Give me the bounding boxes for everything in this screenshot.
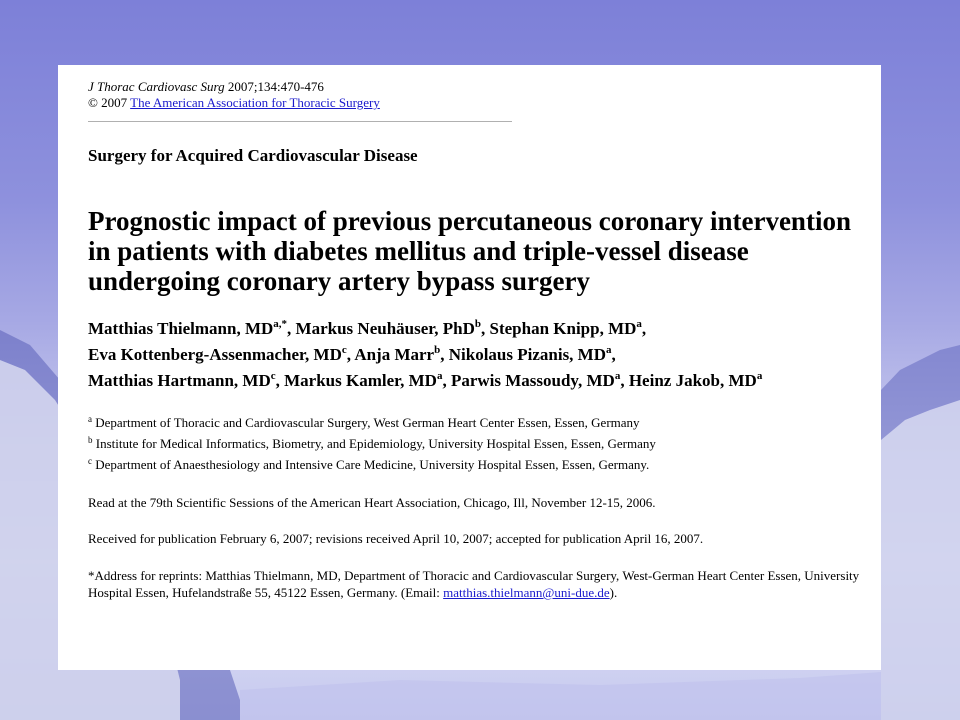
affiliation-key: c [88,456,92,466]
section-heading: Surgery for Acquired Cardiovascular Disease [88,146,418,165]
copyright-line [88,95,881,111]
author-name: Stephan Knipp, MD [489,319,637,338]
author-line [88,342,881,368]
author-separator: , [641,319,647,338]
author-name: Eva Kottenberg-Assenmacher, MD [88,345,342,364]
author-affiliation-marker: a [756,370,763,382]
address-suffix: ). [609,585,618,600]
journal-name: J Thorac Cardiovasc Surg [88,79,225,94]
author-name: Matthias Thielmann, MD [88,319,274,338]
author-separator: , [346,345,355,364]
affiliation-key: b [88,435,93,445]
author-affiliation-marker: c [341,344,347,356]
author-affiliation-marker: c [270,370,276,382]
author-separator: , [481,319,490,338]
author-name: Markus Neuhäuser, PhD [295,319,475,338]
header-divider [88,121,512,122]
author-name: Nikolaus Pizanis, MD [448,345,607,364]
author-list [88,316,881,394]
author-name: Markus Kamler, MD [284,371,437,390]
affiliation-text: Department of Anaesthesiology and Intensive Care Medicine, University Hospital Essen, Essen, Germany. [95,457,650,472]
author-affiliation-marker: b [474,318,481,330]
author-affiliation-marker: a,* [273,318,288,330]
author-separator: , [620,371,629,390]
affiliation-item [88,454,881,475]
author-name: Heinz Jakob, MD [628,371,757,390]
publication-dates: Received for publication February 6, 2007; revisions received April 10, 2007; accepted for publication April 16, 2007. [88,531,704,546]
affiliation-item [88,433,881,454]
affiliation-text: Department of Thoracic and Cardiovascular Surgery, West German Heart Center Essen, Essen, Germany [95,415,640,430]
address-text: Address for reprints: Matthias Thielmann, MD, Department of Thoracic and Cardiovascular Surgery, West-German Heart Center Essen, University Hospital Essen, Hufelandstraße 55, 45122 Essen, Germany. (Email: [88,568,860,600]
author-separator: , [440,345,449,364]
affiliation-item [88,412,881,433]
author-separator: , [275,371,285,390]
article-title: Prognostic impact of previous percutaneous coronary intervention in patients with diabetes mellitus and triple-vessel disease undergoing coronary artery bypass surgery [88,206,851,296]
asterisk-marker: * [88,568,95,583]
author-affiliation-marker: a [614,370,621,382]
author-affiliation-marker: a [606,344,612,356]
journal-citation [88,79,881,95]
author-separator: , [611,345,616,364]
author-affiliation-marker: a [636,318,642,330]
author-name: Matthias Hartmann, MD [88,371,271,390]
author-separator: , [442,371,451,390]
copyright-year: © 2007 [88,95,128,110]
affiliation-list [88,412,881,475]
presentation-note: Read at the 79th Scientific Sessions of the American Heart Association, Chicago, Ill, November 12-15, 2006. [88,495,656,510]
article-page [58,65,881,670]
author-name: Parwis Massoudy, MD [450,371,615,390]
author-line [88,368,881,394]
author-affiliation-marker: b [434,344,441,356]
publisher-link[interactable]: The American Association for Thoracic Surgery [130,95,380,110]
author-separator: , [287,319,296,338]
citation-details: 2007;134:470-476 [227,79,324,94]
email-link[interactable]: matthias.thielmann@uni-due.de [443,585,610,600]
affiliation-key: a [88,414,92,424]
affiliation-text: Institute for Medical Informatics, Biometry, and Epidemiology, University Hospital Essen, Essen, Germany [95,436,656,451]
reprint-address [88,567,868,601]
author-line [88,316,881,342]
author-affiliation-marker: a [436,370,443,382]
author-name: Anja Marr [354,345,435,364]
